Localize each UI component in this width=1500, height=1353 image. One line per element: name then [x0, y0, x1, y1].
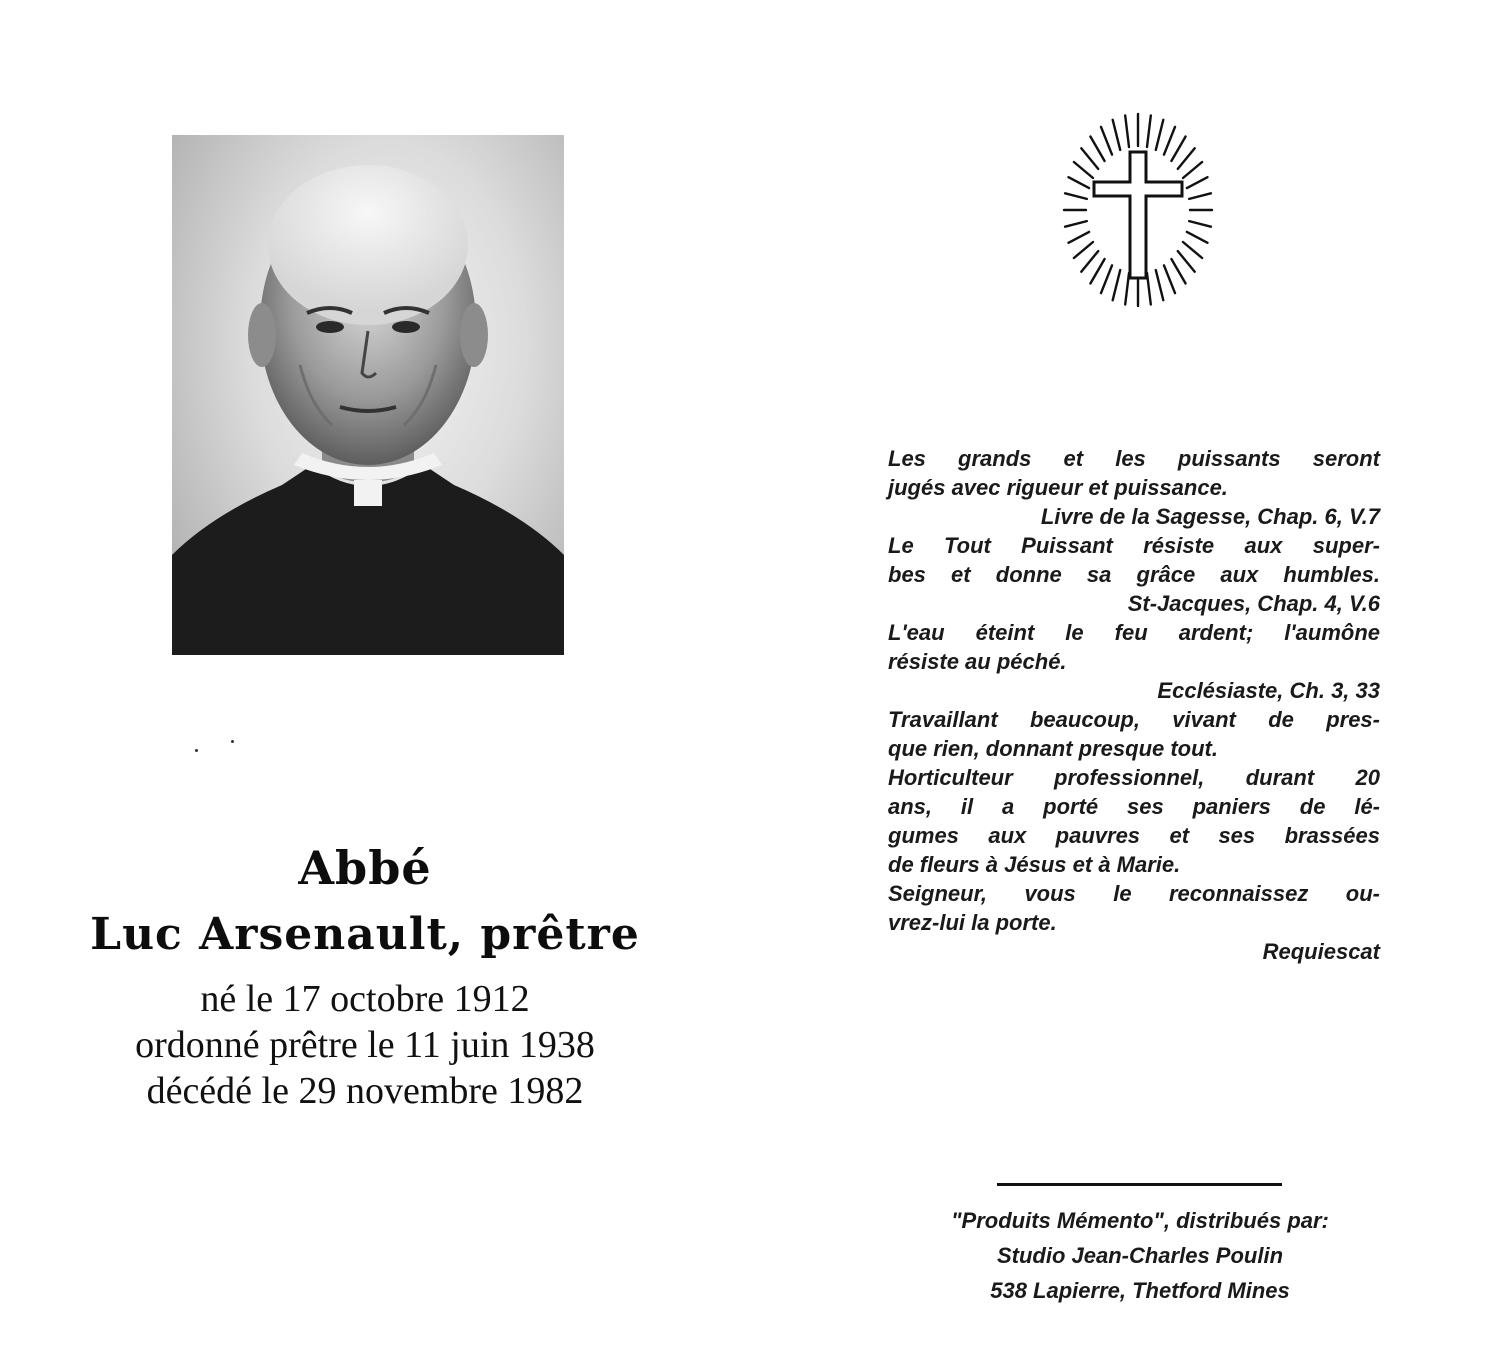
epitaph-line: Les grands et les puissants seront [888, 446, 1380, 471]
ray [1101, 127, 1112, 155]
epitaph-line: Le Tout Puissant résiste aux super- [888, 533, 1380, 558]
ray [1187, 232, 1208, 243]
ray [1183, 162, 1202, 178]
epitaph-line: Livre de la Sagesse, Chap. 6, V.7 [1040, 504, 1380, 529]
ray [1171, 137, 1185, 162]
epitaph-line: Seigneur, vous le reconnaissez ou- [888, 881, 1380, 906]
ray [1178, 148, 1195, 169]
epitaph-line: de fleurs à Jésus et à Marie. [888, 852, 1181, 877]
printer-credit [880, 1203, 1400, 1308]
epitaph-line: résiste au péché. [888, 649, 1067, 674]
epitaph-line: bes et donne sa grâce aux humbles. [888, 562, 1380, 587]
epitaph-line: jugés avec rigueur et puissance. [888, 475, 1228, 500]
ray [1164, 127, 1175, 155]
ray [1113, 270, 1121, 300]
ray [1074, 242, 1093, 258]
priest-portrait [172, 135, 564, 655]
speck [231, 740, 234, 743]
ray [1069, 232, 1090, 243]
epitaph-line: Travaillant beaucoup, vivant de pres- [888, 707, 1380, 732]
ray [1081, 251, 1098, 272]
ray [1189, 221, 1211, 227]
ray [1065, 193, 1087, 199]
speck [195, 749, 198, 752]
ray [1125, 116, 1129, 148]
epitaph-line: que rien, donnant presque tout. [888, 736, 1218, 761]
ray [1171, 259, 1185, 284]
ray [1090, 137, 1104, 162]
epitaph-line: Ecclésiaste, Ch. 3, 33 [1157, 678, 1380, 703]
printer-line-3: 538 Lapierre, Thetford Mines [990, 1278, 1290, 1303]
ray [1183, 242, 1202, 258]
ray [1125, 273, 1129, 305]
ray [1147, 273, 1151, 305]
printer-line-2: Studio Jean-Charles Poulin [996, 1243, 1284, 1268]
ordination-date: ordonné prêtre le 11 juin 1938 [135, 1024, 595, 1066]
divider-rule [997, 1183, 1282, 1186]
name-block [40, 838, 690, 1114]
printer-line-1: "Produits Mémento", distribués par: [951, 1208, 1329, 1233]
radiant-cross-icon [1058, 110, 1218, 310]
deceased-name: Luc Arsenault, prêtre [90, 909, 640, 960]
ray [1147, 116, 1151, 148]
honorific: Abbé [298, 841, 432, 895]
ray [1090, 259, 1104, 284]
ray [1178, 251, 1195, 272]
ray [1074, 162, 1093, 178]
ray [1081, 148, 1098, 169]
death-date: décédé le 29 novembre 1982 [146, 1070, 584, 1112]
ray [1069, 177, 1090, 188]
ray [1189, 193, 1211, 199]
epitaph-line: gumes aux pauvres et ses brassées [888, 823, 1380, 848]
birth-date: né le 17 octobre 1912 [200, 978, 530, 1020]
epitaph-line: L'eau éteint le feu ardent; l'aumône [888, 620, 1380, 645]
epitaph-line: St-Jacques, Chap. 4, V.6 [1127, 591, 1380, 616]
epitaph-line: ans, il a porté ses paniers de lé- [888, 794, 1380, 819]
epitaph-line: Requiescat [1262, 939, 1380, 964]
portrait-drawing [172, 135, 564, 655]
epitaph-line: Horticulteur professionnel, durant 20 [888, 765, 1380, 790]
ray [1113, 120, 1121, 150]
ray [1187, 177, 1208, 188]
epitaph [888, 444, 1380, 966]
ray [1065, 221, 1087, 227]
ray [1101, 265, 1112, 293]
cross-shape [1094, 152, 1182, 278]
ray [1156, 270, 1164, 300]
ray [1156, 120, 1164, 150]
epitaph-line: vrez-lui la porte. [888, 910, 1057, 935]
dates-list [40, 976, 690, 1114]
ray [1164, 265, 1175, 293]
